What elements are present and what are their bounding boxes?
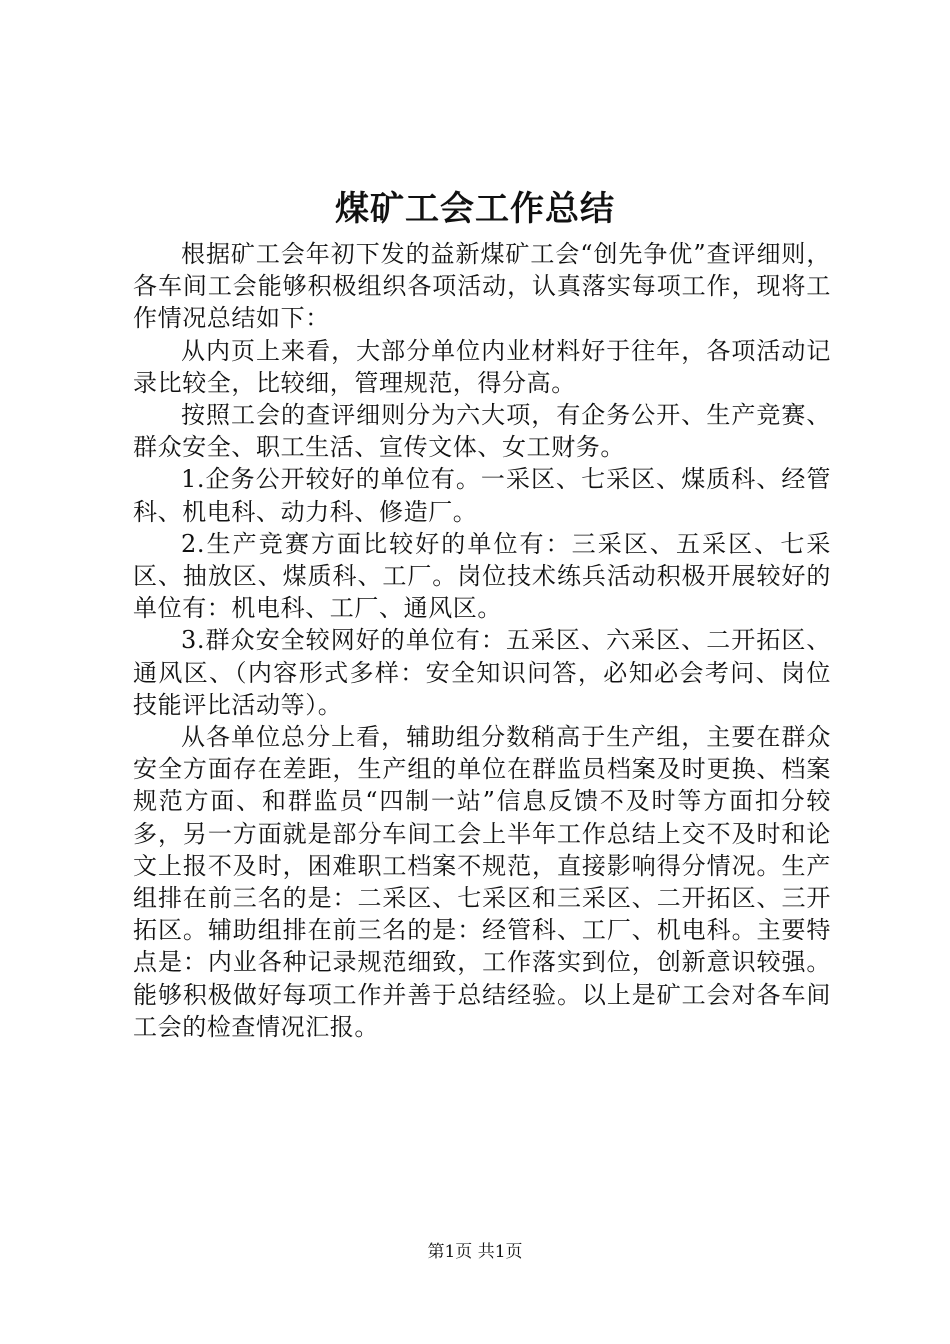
paragraph-item-1: 1.企务公开较好的单位有。一采区、七采区、煤质科、经管科、机电科、动力科、修造厂。 [133, 465, 831, 526]
paragraph-item-2: 2.生产竞赛方面比较好的单位有：三采区、五采区、七采区、抽放区、煤质科、工厂。岗位技术练兵活动积极开展较好的单位有：机电科、工厂、通风区。 [133, 529, 831, 623]
paragraph-summary: 从各单位总分上看，辅助组分数稍高于生产组，主要在群众安全方面存在差距，生产组的单位在群监员档案及时更换、档案规范方面、和群监员“四制一站”信息反馈不及时等方面扣分较多，另一方面就是部分车间工会上半年工作总结上交不及时和论文上报不及时，困难职工档案不规范，直接影响得分情况。生产组排在前三名的是：二采区、七采区和三采区、二开拓区、三开拓区。辅助组排在前三名的是：经管科、工厂、机电科。主要特点是：内业各种记录规范细致，工作落实到位，创新意识较强。能够积极做好每项工作并善于总结经验。以上是矿工会对各车间工会的检查情况汇报。 [133, 723, 831, 1041]
paragraph-intro: 根据矿工会年初下发的益新煤矿工会“创先争优”查评细则，各车间工会能够积极组织各项活动，认真落实每项工作，现将工作情况总结如下： [133, 240, 831, 333]
paragraph-internal-materials: 从内页上来看，大部分单位内业材料好于往年，各项活动记录比较全，比较细，管理规范，得分高。 [133, 336, 831, 397]
paragraph-six-categories: 按照工会的查评细则分为六大项，有企务公开、生产竞赛、群众安全、职工生活、宣传文体、女工财务。 [133, 401, 831, 462]
page-number-footer: 第1页 共1页 [427, 1242, 523, 1262]
document-body [133, 238, 831, 1043]
document-title: 煤矿工会工作总结 [335, 189, 615, 229]
paragraph-item-3: 3.群众安全较网好的单位有：五采区、六采区、二开拓区、通风区、（内容形式多样：安全知识问答，必知必会考问、岗位技能评比活动等）。 [133, 626, 831, 719]
